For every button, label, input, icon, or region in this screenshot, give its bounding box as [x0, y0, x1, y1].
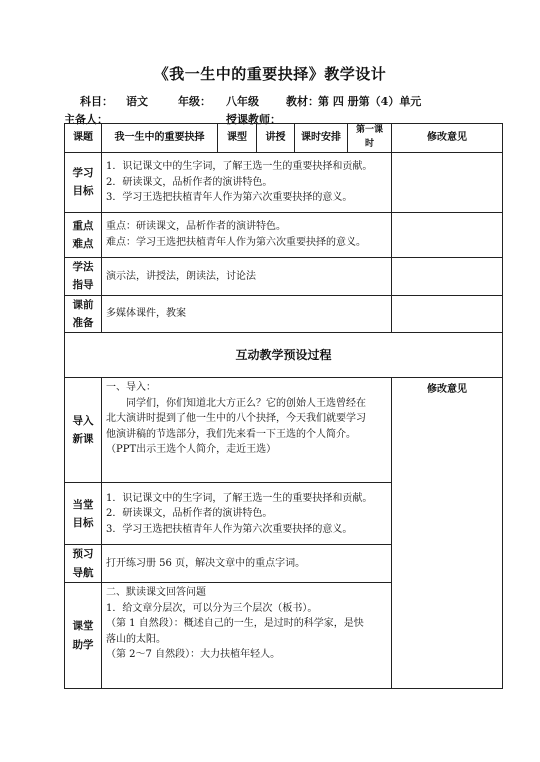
- intro-line: 他演讲稿的节选部分，我们先来看一下王选的个人简介。: [106, 428, 356, 440]
- revision-cell: [392, 212, 503, 257]
- class-goal-item: 3．学习王选把扶植青年人作为第六次重要抉择的意义。: [106, 523, 353, 535]
- type-value: 讲授: [257, 124, 295, 153]
- header-row: [65, 124, 503, 153]
- prep-row: [65, 295, 503, 333]
- intro-line: 同学们，你们知道北大方正么？它的创始人王选曾经在: [126, 397, 366, 409]
- revision-cell: [392, 152, 503, 212]
- textbook-label: 教材：: [286, 95, 319, 108]
- study-line: 落山的太阳。: [106, 633, 166, 645]
- intro-cell: [102, 378, 392, 483]
- key-points-row: [65, 212, 503, 257]
- intro-heading: 一、导入：: [106, 382, 156, 394]
- document-title: 《我一生中的重要抉择》教学设计: [153, 65, 387, 83]
- topic-value: 我一生中的重要抉择: [102, 124, 218, 153]
- study-line: 1．给文章分层次，可以分为三个层次（板书）。: [106, 602, 318, 614]
- prep-value: 多媒体课件，教案: [102, 295, 392, 333]
- revision-label: 修改意见: [392, 124, 503, 153]
- preview-label: 预习导航: [65, 545, 102, 583]
- intro-label: 导入新课: [65, 378, 102, 483]
- section-title-row: [65, 333, 503, 378]
- teacher-label: 授课教师：: [226, 113, 281, 126]
- study-cell: [102, 583, 392, 689]
- grade-label: 年级：: [178, 95, 211, 108]
- class-goals-label: 当堂目标: [65, 483, 102, 545]
- intro-line: （PPT出示王选个人简介，走近王选）: [106, 444, 277, 456]
- textbook-value: 第 四 册第（4）单元: [318, 95, 422, 108]
- subject-label: 科目：: [80, 95, 113, 108]
- preparer-label: 主备人：: [64, 113, 108, 126]
- goals-row: [65, 152, 503, 212]
- study-line: （第 1 自然段）：概述自己的一生，是过时的科学家，是快: [106, 618, 364, 630]
- time-value: 第一课时: [348, 124, 392, 153]
- study-line: 二、默读课文回答问题: [106, 587, 206, 599]
- revision-cell: [392, 257, 503, 295]
- intro-row: [65, 378, 503, 483]
- prep-label: 课前准备: [65, 295, 102, 333]
- goal-item: 1．识记课文中的生字词，了解王选一生的重要抉择和贡献。: [106, 161, 373, 173]
- goal-item: 2．研读课文，品析作者的演讲特色。: [106, 176, 273, 188]
- topic-label: 课题: [65, 124, 102, 153]
- revision-cell: [392, 295, 503, 333]
- preview-value: 打开练习册 56 页，解决文章中的重点字词。: [102, 545, 392, 583]
- class-goal-item: 1．识记课文中的生字词，了解王选一生的重要抉择和贡献。: [106, 492, 373, 504]
- key-points-cell: [102, 212, 392, 257]
- class-goal-item: 2．研读课文，品析作者的演讲特色。: [106, 508, 273, 520]
- lesson-plan-table: [64, 123, 503, 689]
- goals-label: 学习目标: [65, 152, 102, 212]
- process-revision-cell: 修改意见: [392, 378, 503, 689]
- grade-value: 八年级: [226, 95, 259, 108]
- study-line: （第 2～7 自然段）：大力扶植年轻人。: [106, 649, 281, 661]
- methods-value: 演示法，讲授法，朗读法，讨论法: [102, 257, 392, 295]
- methods-row: [65, 257, 503, 295]
- key-point-item: 重点：研读课文，品析作者的演讲特色。: [106, 221, 286, 233]
- time-label: 课时安排: [295, 124, 348, 153]
- intro-line: 北大演讲时提到了他一生中的八个抉择，今天我们就要学习: [106, 413, 366, 425]
- section-title: 互动教学预设过程: [65, 333, 503, 378]
- subject-value: 语文: [126, 95, 148, 108]
- key-point-item: 难点：学习王选把扶植青年人作为第六次重要抉择的意义。: [106, 236, 366, 248]
- methods-label: 学法指导: [65, 257, 102, 295]
- study-label: 课堂助学: [65, 583, 102, 689]
- type-label: 课型: [218, 124, 257, 153]
- goal-item: 3．学习王选把扶植青年人作为第六次重要抉择的意义。: [106, 192, 353, 204]
- key-points-label: 重点难点: [65, 212, 102, 257]
- class-goals-cell: [102, 483, 392, 545]
- goals-cell: [102, 152, 392, 212]
